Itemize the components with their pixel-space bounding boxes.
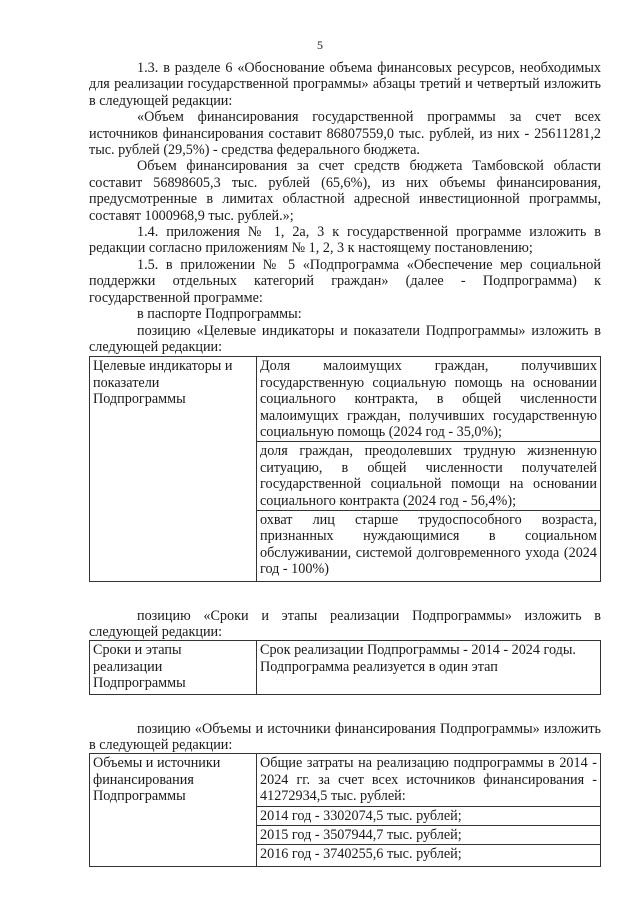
funding-year-2014: 2014 год - 3302074,5 тыс. рублей;: [257, 806, 600, 825]
funding-year-2015: 2015 год - 3507944,7 тыс. рублей;: [257, 825, 600, 844]
paragraph-1-3: 1.3. в разделе 6 «Обоснование объема финансовых ресурсов, необходимых для реализации государственной программы» абзацы третий и четвертый изложить в следующей редакции:: [89, 60, 601, 109]
paragraph-1-4: 1.4. приложения № 1, 2а, 3 к государственной программе изложить в редакции согласно приложениям № 1, 2, 3 к настоящему постановлению;: [89, 224, 601, 257]
funding-label: Объемы и источники финансирования Подпрограммы: [90, 754, 257, 866]
funding-values: [257, 754, 601, 866]
terms-table: [89, 640, 601, 694]
paragraph-indicators-intro: позицию «Целевые индикаторы и показатели Подпрограммы» изложить в следующей редакции:: [89, 322, 601, 355]
indicator-item: доля граждан, преодолевших трудную жизненную ситуацию, в общей численности получателей государственной социальной помощи на основании социального контракта (2024 год - 56,4%);: [257, 441, 600, 510]
indicator-item: охват лиц старше трудоспособного возраста, признанных нуждающимися в социальном обслуживании, системой долговременного ухода (2024 год - 100%): [257, 510, 600, 579]
funding-total: Общие затраты на реализацию подпрограммы в 2014 - 2024 гг. за счет всех источников финансирования - 41272934,5 тыс. рублей:: [260, 755, 597, 805]
terms-period: Срок реализации Подпрограммы - 2014 - 2024 годы.: [260, 642, 576, 659]
terms-label: Сроки и этапы реализации Подпрограммы: [90, 641, 257, 694]
paragraph-passport: в паспорте Подпрограммы:: [137, 306, 302, 323]
paragraph-1-5: 1.5. в приложении № 5 «Подпрограмма «Обеспечение мер социальной поддержки отдельных категорий граждан» (далее - Подпрограмма) к государственной программе:: [89, 256, 601, 306]
funding-table: [89, 753, 601, 866]
indicators-label: Целевые индикаторы и показатели Подпрограммы: [90, 357, 257, 581]
terms-values: [257, 641, 601, 694]
page-number: 5: [317, 38, 323, 52]
paragraph-terms-intro: позицию «Сроки и этапы реализации Подпрограммы» изложить в следующей редакции:: [89, 607, 601, 640]
indicators-values: [257, 357, 601, 581]
terms-stage: Подпрограмма реализуется в один этап: [260, 658, 498, 675]
paragraph-regional-budget: Объем финансирования за счет средств бюджета Тамбовской области составит 56898605,3 тыс. рублей (65,6%), из них объемы финансирования, предусмотренные в лимитах областной адресной инвестиционной программы, составят 1000968,9 тыс. рублей.»;: [89, 158, 601, 224]
indicator-item: Доля малоимущих граждан, получивших государственную социальную помощь на основании социального контракта, в общей численности малоимущих граждан, получивших государственную социальную помощь (2024 год - 35,0%);: [260, 358, 597, 440]
funding-year-2016: 2016 год - 3740255,6 тыс. рублей;: [257, 844, 600, 863]
document-body: [89, 60, 601, 867]
paragraph-funding-intro: позицию «Объемы и источники финансирования Подпрограммы» изложить в следующей редакции:: [89, 720, 601, 754]
table-row: [90, 754, 601, 866]
paragraph-quote-financing: «Объем финансирования государственной программы за счет всех источников финансирования составит 86807559,0 тыс. рублей, из них - 25611281,2 тыс. рублей (29,5%) - средства федерального бюджета.: [89, 109, 601, 159]
indicators-table: [89, 356, 601, 581]
table-row: [90, 357, 601, 581]
table-row: [90, 641, 601, 694]
